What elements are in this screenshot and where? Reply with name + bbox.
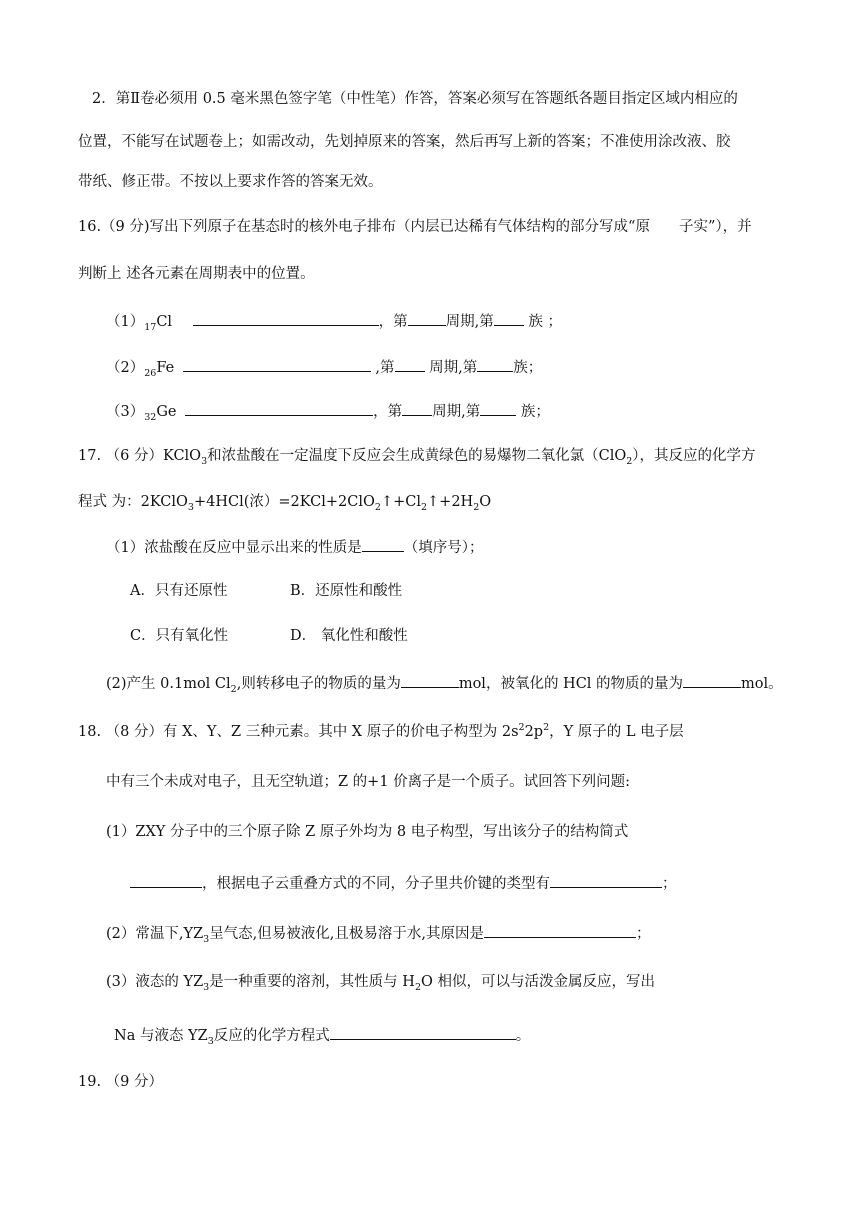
q17-sub-1-text-b: （填序号）； [403, 540, 484, 556]
q18-sub-2 [106, 922, 651, 944]
q16-item-3-symbol: Ge [156, 404, 177, 420]
q17-stem-line-1 [78, 446, 756, 466]
instruction-line-1: 2．第Ⅱ卷必须用 0.5 毫米黑色签字笔（中性笔）作答，答案必须写在答题纸各题目指定区域内相应的 [92, 91, 738, 107]
q16-item-3-mass: 32 [144, 411, 157, 423]
q16-item-1-period-blank[interactable] [408, 310, 446, 326]
q18-reason-blank[interactable] [484, 922, 636, 938]
q17-sub-2-text-c: mol，被氧化的 HCl 的物质的量为 [458, 676, 684, 692]
q18-sub-3-line-2-text-c: 。 [515, 1028, 531, 1044]
q16-item-2-text-a: ,第 [370, 360, 395, 376]
q16-item-2-config-blank[interactable] [183, 356, 371, 372]
q18-sub-3-text-a: (3）液态的 YZ [106, 974, 204, 990]
q16-stem-line-1: 16.（9 分)写出下列原子在基态时的核外电子排布（内层已达稀有气体结构的部分写成“原 子实”），并 [78, 219, 752, 235]
q17-eq-c: ↑+Cl [380, 494, 421, 510]
q16-item-2-group-blank[interactable] [477, 356, 513, 372]
q18-sub-2-text-b: 呈气态,但易被液化,且极易溶于水,其原因是 [209, 926, 485, 942]
q16-item-3 [106, 400, 550, 422]
q18-stem-1b: 2p [524, 724, 544, 740]
q17-stem-1a: 17. （6 分）KClO [78, 448, 202, 464]
q17-sub-2-text-b: ,则转移电子的物质的量为 [236, 676, 401, 692]
q17-stem-1b: 和浓盐酸在一定温度下反应会生成黄绿色的易爆物二氧化氯（ClO [207, 448, 627, 464]
q17-sub-1-answer-blank[interactable] [362, 536, 404, 552]
q16-item-1-text-b: 周期,第 [445, 314, 494, 330]
q18-sub-1-text-b: ； [662, 876, 677, 892]
q16-item-2-period-blank[interactable] [395, 356, 425, 372]
q18-sub-3-line-2-text-b: 反应的化学方程式 [213, 1028, 330, 1044]
q16-item-3-text-b: 周期,第 [432, 404, 481, 420]
q17-eq-d: ↑+2H [427, 494, 474, 510]
q17-eq-sub3: 2 [420, 501, 428, 513]
q16-item-1-text-a: ，第 [378, 314, 408, 330]
q18-sub-3-line-2-sub: 3 [207, 1035, 214, 1047]
q16-item-2-prefix: （2） [106, 360, 145, 376]
q16-stem-line-2: 判断上 述各元素在周期表中的位置。 [78, 266, 315, 282]
q18-stem-1-sup1: 2 [518, 722, 525, 734]
q16-item-1 [106, 310, 562, 332]
q16-item-3-group-blank[interactable] [480, 400, 516, 416]
q17-eq-a: 程式 为：2KClO [78, 494, 188, 510]
q17-sub-2-text-d: mol。 [741, 676, 783, 692]
q18-sub-2-text-a: (2）常温下,YZ [106, 926, 204, 942]
q19-heading: 19. （9 分） [78, 1074, 164, 1090]
q16-item-3-period-blank[interactable] [402, 400, 432, 416]
q16-item-3-text-a: ，第 [373, 404, 403, 420]
instruction-line-2: 位置，不能写在试题卷上；如需改动，先划掉原来的答案，然后再写上新的答案；不准使用涂改液、胶 [78, 134, 731, 150]
q16-item-2 [106, 356, 542, 378]
q18-stem-line-1 [78, 722, 684, 742]
q17-stem-1c: ），其反应的化学方 [632, 448, 756, 464]
q17-equation-line [78, 492, 491, 512]
q17-option-a[interactable]: A．只有还原性 [130, 583, 228, 599]
q18-sub-3-sub2: 2 [414, 981, 421, 993]
q18-sub-3-text-c: O 相似，可以与活泼金属反应，写出 [421, 974, 655, 990]
q17-eq-sub2: 2 [374, 501, 381, 513]
instruction-line-3: 带纸、修正带。不按以上要求作答的答案无效。 [78, 174, 383, 190]
q17-sub-2-sub: 2 [230, 683, 237, 695]
q18-sub-3-sub1: 3 [203, 981, 210, 993]
q18-sub-3-line-2 [114, 1024, 530, 1046]
q17-sub-1-text-a: （1）浓盐酸在反应中显示出来的性质是 [106, 540, 362, 556]
q17-sub-2-text-a: (2)产生 0.1mol Cl [106, 676, 231, 692]
q18-structure-blank[interactable] [130, 872, 202, 888]
q18-stem-1a: 18. （8 分）有 X、Y、Z 三种元素。其中 X 原子的价电子构型为 2s [78, 724, 519, 740]
q17-eq-sub4: 2 [473, 501, 480, 513]
q18-sub-1-text-a: ，根据电子云重叠方式的不同，分子里共价键的类型有 [202, 876, 550, 892]
q17-option-c[interactable]: C．只有氧化性 [130, 628, 229, 644]
q18-sub-1-line-2 [130, 872, 677, 894]
q18-stem-1c: ，Y 原子的 L 电子层 [549, 724, 684, 740]
q16-item-1-prefix: （1） [106, 314, 145, 330]
q16-item-2-text-c: 族； [513, 360, 543, 376]
q17-stem-1-sub1: 3 [201, 455, 208, 467]
q16-item-1-config-blank[interactable] [193, 310, 379, 326]
q18-sub-3-line-1 [106, 972, 655, 992]
q17-eq-sub1: 3 [187, 501, 194, 513]
q18-sub-1-line-1: (1）ZXY 分子中的三个原子除 Z 原子外均为 8 电子构型，写出该分子的结构简式 [106, 824, 629, 840]
q18-stem-line-2: 中有三个未成对电子，且无空轨道；Z 的+1 价离子是一个质子。试回答下列问题: [106, 774, 631, 790]
q18-bond-type-blank[interactable] [550, 872, 662, 888]
q16-item-1-mass: 17 [144, 321, 157, 333]
q17-option-d[interactable]: D． 氧化性和酸性 [290, 628, 408, 644]
q17-sub-1 [106, 536, 483, 558]
q17-eq-e: O [479, 494, 492, 510]
q16-item-3-text-c: 族； [516, 404, 550, 420]
q17-hcl-mol-blank[interactable] [683, 672, 741, 688]
q16-item-3-config-blank[interactable] [185, 400, 373, 416]
q16-item-1-group-blank[interactable] [494, 310, 524, 326]
q16-item-1-symbol: Cl [156, 314, 173, 330]
q18-sub-3-text-b: 是一种重要的溶剂，其性质与 H [209, 974, 415, 990]
q16-item-1-text-c: 族 ； [523, 314, 562, 330]
q18-stem-1-sup2: 2 [543, 722, 550, 734]
q17-stem-1-sub2: 2 [626, 455, 633, 467]
q18-sub-3-line-2-text-a: Na 与液态 YZ [114, 1028, 208, 1044]
q17-option-b[interactable]: B．还原性和酸性 [290, 583, 403, 599]
q17-eq-b: +4HCl(浓）=2KCl+2ClO [193, 494, 375, 510]
q16-item-2-mass: 26 [144, 367, 157, 379]
q18-sub-2-text-c: ； [636, 926, 651, 942]
q16-item-2-text-b: 周期,第 [424, 360, 478, 376]
q16-item-3-prefix: （3） [106, 404, 145, 420]
q16-item-2-symbol: Fe [156, 360, 175, 376]
q18-equation-blank[interactable] [330, 1024, 516, 1040]
q17-sub-2 [106, 672, 783, 694]
q17-electron-mol-blank[interactable] [401, 672, 459, 688]
q18-sub-2-sub: 3 [203, 933, 210, 945]
